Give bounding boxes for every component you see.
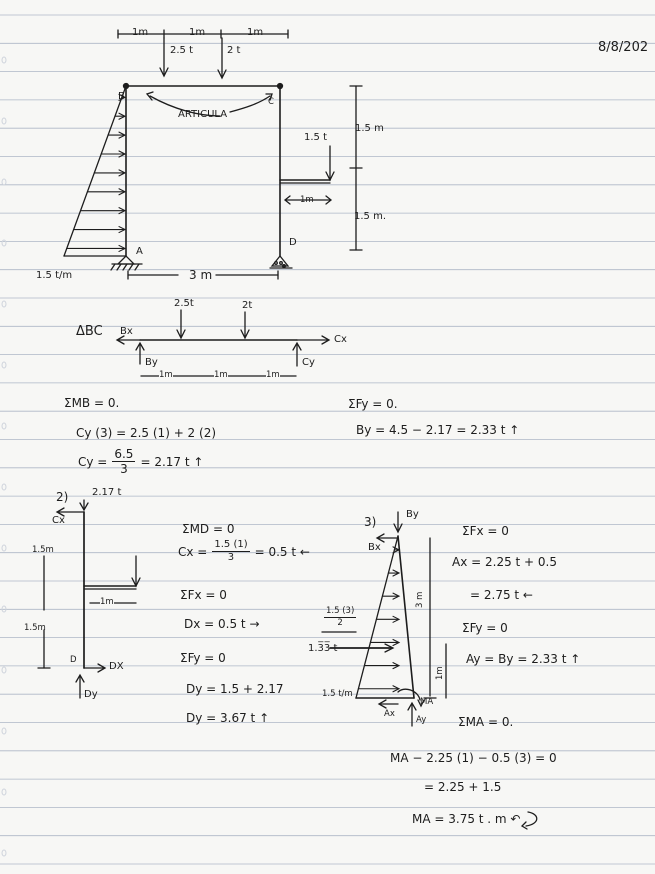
- node-d-label: D: [289, 237, 297, 248]
- node-b-label: B: [118, 91, 125, 102]
- binder-hole: [2, 362, 6, 368]
- frame-load-1: 2.5 t: [170, 45, 194, 56]
- fbd-span-2: 1m: [214, 370, 228, 380]
- frame-span-2: 1m: [189, 27, 206, 38]
- part3-ma-line3: MA = 3.75 t . m ↶: [412, 812, 521, 826]
- part2-arm: 1m: [100, 597, 114, 607]
- part3-h-part: 1m: [435, 666, 445, 680]
- part2-top-load: 2.17 t: [92, 487, 122, 498]
- frame-height-upper: 1.5 m: [355, 123, 384, 134]
- binder-hole: [2, 789, 6, 795]
- binder-hole: [2, 728, 6, 734]
- part3-bx: Bx: [368, 542, 381, 553]
- eq-cy-fraction: [112, 448, 135, 475]
- part3-ay: Ay: [416, 715, 427, 725]
- part3-ma: MA: [420, 697, 434, 707]
- binder-holes: [2, 57, 6, 856]
- hinge-label: ARTICULA: [178, 109, 228, 120]
- fbd-bx-label: Bx: [120, 326, 133, 337]
- part2-eq-fy: ΣFy = 0: [180, 651, 226, 665]
- binder-hole: [2, 423, 6, 429]
- frame-span-1: 1m: [132, 27, 149, 38]
- part3-resultant-num: 1.5 (3): [326, 606, 355, 616]
- part2-d: D: [70, 655, 77, 665]
- binder-hole: [2, 240, 6, 246]
- part2-cx-eq: [178, 540, 310, 563]
- part3-h-total: 3 m: [415, 591, 425, 608]
- binder-hole: [2, 850, 6, 856]
- part3-ma-line2: = 2.25 + 1.5: [424, 780, 502, 794]
- part3-resultant-fraction: [324, 607, 356, 627]
- frame-arm: 1m: [300, 195, 314, 205]
- node-c-label: C: [268, 97, 274, 107]
- eq-cy-line2: [78, 448, 203, 475]
- part3-ma-line1: MA − 2.25 (1) − 0.5 (3) = 0: [390, 751, 557, 765]
- frame-base-length: 3 m: [189, 268, 213, 282]
- part2-cx-rhs: = 0.5 t ←: [254, 544, 310, 559]
- binder-hole: [2, 57, 6, 63]
- frame-dist-load: 1.5 t/m: [36, 270, 73, 281]
- part3-ax-line1: Ax = 2.25 t + 0.5: [452, 555, 557, 569]
- part2-sketch: [38, 500, 140, 698]
- part3-resultant-val: 1.3̅3̅ t: [308, 643, 338, 654]
- part3-eq-fx: ΣFx = 0: [462, 524, 509, 538]
- frame-height-lower: 1.5 m.: [354, 211, 387, 222]
- fbd-cx-label: Cx: [334, 334, 347, 345]
- part2-cx-den: 3: [227, 552, 235, 563]
- part2-eq-md: ΣMD = 0: [182, 522, 235, 536]
- binder-hole: [2, 179, 6, 185]
- fbd-cy-label: Cy: [302, 357, 315, 368]
- binder-hole: [2, 118, 6, 124]
- part2-label: 2): [56, 490, 69, 504]
- binder-hole: [2, 484, 6, 490]
- fbd-load-1: 2.5t: [174, 298, 194, 309]
- part3-ax-line2: = 2.75 t ←: [470, 588, 533, 602]
- eq-sum-fy: ΣFy = 0.: [348, 397, 398, 411]
- fbd-span-3: 1m: [266, 370, 280, 380]
- node-a-label: A: [136, 246, 143, 257]
- part2-eq-fx: ΣFx = 0: [180, 588, 227, 602]
- eq-cy-lhs: Cy =: [78, 454, 108, 469]
- page-date: 8/8/202: [598, 40, 649, 55]
- fbd-bc-title: ΔBC: [76, 324, 103, 339]
- binder-hole: [2, 301, 6, 307]
- eq-cy-den: 3: [120, 462, 128, 476]
- part3-eq-fy: ΣFy = 0: [462, 621, 508, 635]
- frame-load-2: 2 t: [227, 45, 241, 56]
- frame-span-3: 1m: [247, 27, 264, 38]
- binder-hole: [2, 545, 6, 551]
- part3-resultant-den: 2: [337, 617, 343, 628]
- part2-dx: DX: [109, 661, 124, 672]
- binder-hole: [2, 667, 6, 673]
- fbd-load-2: 2t: [242, 300, 253, 311]
- eq-cy-rhs: = 2.17 t ↑: [140, 454, 204, 469]
- part3-eq-ma: ΣMA = 0.: [458, 715, 514, 729]
- part3-ax: Ax: [384, 709, 395, 719]
- part3-resultant: [324, 607, 356, 627]
- eq-cy-line1: Cy (3) = 2.5 (1) + 2 (2): [76, 426, 217, 440]
- eq-cy-num: 6.5: [114, 447, 134, 461]
- part2-cx-lhs: Cx =: [178, 544, 208, 559]
- part3-by: By: [406, 509, 419, 520]
- eq-sum-mb: ΣMB = 0.: [64, 396, 120, 410]
- frame-side-load: 1.5 t: [304, 132, 328, 143]
- part3-label: 3): [364, 515, 377, 529]
- part2-dx-val: Dx = 0.5 t →: [184, 617, 260, 631]
- fbd-by-label: By: [145, 357, 158, 368]
- eq-by-line: By = 4.5 − 2.17 = 2.33 t ↑: [356, 423, 520, 437]
- part2-dy-line2: Dy = 3.67 t ↑: [186, 711, 270, 725]
- part2-cx: Cx: [52, 515, 65, 526]
- part2-h1: 1.5m: [32, 545, 54, 555]
- part2-dy: Dy: [84, 689, 98, 700]
- part2-cx-num: 1.5 (1): [214, 539, 248, 550]
- part3-ay-line: Ay = By = 2.33 t ↑: [466, 652, 581, 666]
- part2-h2: 1.5m: [24, 623, 46, 633]
- part2-dy-line1: Dy = 1.5 + 2.17: [186, 682, 284, 696]
- part2-cx-fraction: [212, 540, 249, 563]
- fbd-span-1: 1m: [159, 370, 173, 380]
- part3-dist-label: 1.5 t/m: [322, 689, 353, 699]
